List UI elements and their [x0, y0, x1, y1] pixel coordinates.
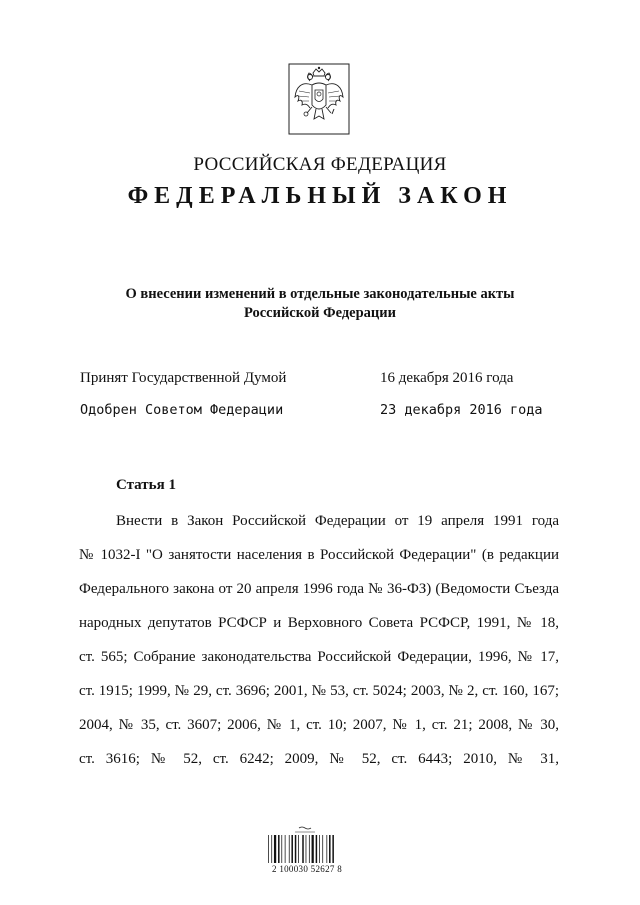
article-text-line: ст. 565; Собрание законодательства Российской Федерации, 1996, № 17,	[79, 649, 559, 665]
approval-label: Одобрен Советом Федерации	[80, 402, 284, 418]
article-heading: Статья 1	[116, 477, 176, 493]
article-text-line: народных депутатов РСФСР и Верховного Совета РСФСР, 1991, № 18,	[79, 615, 559, 631]
barcode-number: 2 100030 52627 8	[271, 864, 343, 874]
barcode-icon	[265, 825, 345, 885]
adoption-label: Принят Государственной Думой	[80, 370, 287, 386]
article-text-line: Федерального закона от 20 апреля 1996 года № 36-ФЗ) (Ведомости Съезда	[79, 581, 559, 597]
article-text-line: 2004, № 35, ст. 3607; 2006, № 1, ст. 10; 2007, № 1, ст. 21; 2008, № 30,	[79, 717, 559, 733]
barcode-bar	[274, 835, 276, 863]
law-title-line-1: О внесении изменений в отдельные законодательные акты	[125, 286, 515, 302]
article-text-line: ст. 1915; 1999, № 29, ст. 3696; 2001, № 53, ст. 5024; 2003, № 2, ст. 160, 167;	[79, 683, 559, 699]
article-text-line: Внести в Закон Российской Федерации от 19 апреля 1991 года	[116, 513, 559, 529]
barcode-bar	[278, 835, 280, 863]
approval-date: 23 декабря 2016 года	[380, 402, 543, 418]
barcode-bar	[298, 835, 299, 863]
barcode-bar	[268, 835, 269, 863]
barcode-bar	[322, 835, 323, 863]
barcode-bar	[285, 835, 286, 863]
barcode-bar	[319, 835, 320, 863]
barcode-bar	[295, 835, 297, 863]
law-title-line-2: Российской Федерации	[243, 305, 396, 321]
barcode-bar	[329, 835, 331, 863]
barcode-bar	[309, 835, 310, 863]
article-text-line: № 1032-I "О занятости населения в Российской Федерации" (в редакции	[79, 547, 559, 563]
country-heading: РОССИЙСКАЯ ФЕДЕРАЦИЯ	[193, 154, 447, 175]
barcode-bar	[306, 835, 307, 863]
barcode-bar	[312, 835, 314, 863]
barcode-bar	[281, 835, 282, 863]
law-type-heading: ФЕДЕРАЛЬНЫЙ ЗАКОН	[127, 183, 513, 209]
coat-of-arms-icon	[288, 63, 350, 135]
barcode-bar	[326, 835, 327, 863]
law-title	[60, 285, 580, 323]
barcode-bar	[332, 835, 334, 863]
barcode-bar	[289, 835, 290, 863]
barcode-bar	[291, 835, 293, 863]
barcode-bar	[302, 835, 304, 863]
barcode-bar	[316, 835, 318, 863]
adoption-date: 16 декабря 2016 года	[380, 370, 514, 386]
article-text-line: ст. 3616; № 52, ст. 6242; 2009, № 52, ст. 6443; 2010, № 31,	[79, 751, 559, 767]
barcode-bar	[271, 835, 272, 863]
